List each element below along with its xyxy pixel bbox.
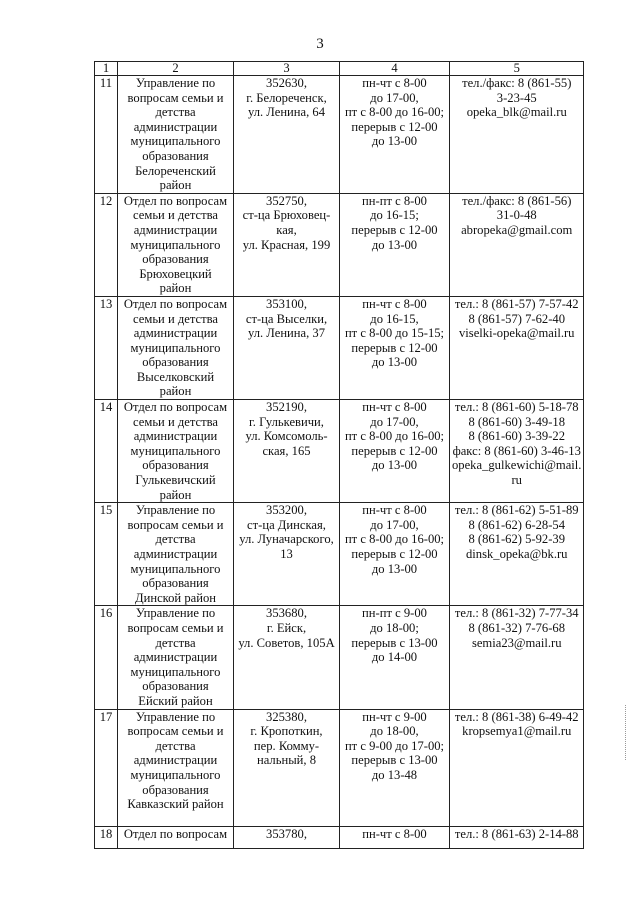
working-hours-cell: [340, 709, 450, 826]
text-line: Управление по: [135, 76, 216, 90]
text-line: до 13-00: [371, 237, 418, 252]
text-line: тел.: 8 (861-57) 7-57-42: [454, 296, 579, 311]
contacts-cell: [450, 193, 584, 296]
text-line: 31-0-48: [496, 208, 537, 223]
text-line: образования: [142, 576, 209, 591]
text-line: Отдел по вопросам: [123, 193, 228, 208]
text-line: kropsemya1@mail.ru: [462, 724, 572, 739]
text-line: перерыв с 13-00: [351, 753, 438, 768]
row-number-cell: 13: [95, 296, 118, 399]
row-number-cell: 17: [95, 709, 118, 826]
text-line: семьи и детства: [133, 208, 218, 223]
table-row: [95, 193, 584, 296]
text-line: администрации: [133, 326, 218, 341]
text-line: вопросам семьи и: [127, 517, 224, 532]
text-line: вопросам семьи и: [127, 724, 224, 739]
text-line: детства: [155, 738, 196, 753]
row-number-cell: 15: [95, 503, 118, 606]
text-line: dinsk_opeka@bk.ru: [465, 547, 568, 561]
agency-name-cell: [118, 76, 234, 194]
text-line: перерыв с 13-00: [351, 635, 438, 650]
text-line: Кавказский район: [127, 797, 224, 812]
agency-name-cell: [118, 296, 234, 399]
text-line: муниципального: [130, 767, 221, 782]
text-line: тел.: 8 (861-63) 2-14-88: [454, 826, 579, 841]
working-hours-cell: [340, 400, 450, 503]
text-line: до 17-00,: [370, 517, 419, 532]
text-line: semia23@mail.ru: [471, 635, 562, 650]
text-line: 8 (861-60) 3-39-22: [468, 429, 565, 444]
agency-name-cell: [118, 606, 234, 709]
address-cell: [234, 296, 340, 399]
text-line: 353200,: [266, 503, 307, 518]
text-line: Гулькевичский: [135, 473, 216, 488]
text-line: до 17-00,: [370, 90, 419, 105]
contacts-cell: [450, 826, 584, 848]
text-line: ст-ца Динская,: [247, 517, 326, 532]
address-cell: [234, 400, 340, 503]
text-line: 352630,: [266, 76, 307, 90]
text-line: 353680,: [266, 606, 307, 621]
text-line: пт с 9-00 до 17-00;: [344, 738, 445, 753]
agency-name-cell: [118, 709, 234, 826]
text-line: тел.: 8 (861-60) 5-18-78: [454, 400, 579, 415]
text-line: муниципального: [130, 561, 221, 576]
table-row: [95, 826, 584, 848]
table-row: [95, 400, 584, 503]
text-line: до 13-00: [371, 355, 418, 370]
text-line: до 13-00: [371, 561, 418, 576]
text-line: 8 (861-32) 7-76-68: [468, 620, 565, 635]
text-line: Динской район: [135, 590, 216, 605]
text-line: муниципального: [130, 340, 221, 355]
text-line: opeka_blk@mail.ru: [466, 105, 567, 120]
contacts-cell: [450, 296, 584, 399]
address-cell: [234, 503, 340, 606]
text-line: до 14-00: [371, 650, 418, 665]
text-line: Ейский район: [138, 693, 213, 708]
column-number: 1: [95, 62, 118, 76]
contacts-cell: [450, 76, 584, 194]
text-line: район: [159, 281, 192, 296]
text-line: 8 (861-62) 6-28-54: [468, 517, 565, 532]
text-line: детства: [155, 105, 196, 120]
working-hours-cell: [340, 76, 450, 194]
text-line: муниципального: [130, 664, 221, 679]
text-line: тел.: 8 (861-62) 5-51-89: [454, 503, 579, 518]
working-hours-cell: [340, 503, 450, 606]
contacts-cell: [450, 503, 584, 606]
text-line: г. Ейск,: [266, 620, 307, 635]
text-line: пн-чт с 8-00: [362, 296, 427, 311]
text-line: ст-ца Выселки,: [245, 311, 328, 326]
text-line: 13: [280, 547, 293, 561]
text-line: образования: [142, 148, 209, 163]
text-line: пт с 8-00 до 16-00;: [344, 532, 445, 547]
column-number: 5: [450, 62, 584, 76]
text-line: администрации: [133, 753, 218, 768]
text-line: ул. Красная, 199: [242, 237, 331, 252]
text-line: детства: [155, 532, 196, 547]
text-line: администрации: [133, 429, 218, 444]
contacts-cell: [450, 709, 584, 826]
text-line: opeka_gulkewichi@mail.: [452, 458, 582, 473]
text-line: тел./факс: 8 (861-55): [462, 76, 572, 90]
text-line: 8 (861-57) 7-62-40: [468, 311, 565, 326]
row-number-cell: 11: [95, 76, 118, 194]
agency-name-cell: [118, 503, 234, 606]
text-line: до 16-15,: [370, 311, 419, 326]
text-line: администрации: [133, 650, 218, 665]
text-line: Управление по: [135, 503, 216, 518]
text-line: пн-чт с 8-00: [362, 76, 427, 90]
text-line: 325380,: [266, 709, 307, 724]
text-line: до 18-00,: [370, 724, 419, 739]
text-line: вопросам семьи и: [127, 90, 224, 105]
column-number: 3: [234, 62, 340, 76]
text-line: до 18-00;: [370, 620, 419, 635]
contacts-cell: [450, 606, 584, 709]
column-number-row: [95, 62, 584, 76]
text-line: Выселковский: [136, 369, 215, 384]
text-line: администрации: [133, 547, 218, 561]
text-line: ул. Ленина, 64: [247, 105, 326, 120]
text-line: Отдел по вопросам: [123, 826, 228, 841]
address-cell: [234, 826, 340, 848]
address-cell: [234, 76, 340, 194]
text-line: 352190,: [266, 400, 307, 415]
text-line: муниципального: [130, 237, 221, 252]
text-line: пт с 8-00 до 16-00;: [344, 105, 445, 120]
agency-name-cell: [118, 193, 234, 296]
text-line: abropeka@gmail.com: [461, 222, 573, 237]
text-line: муниципального: [130, 443, 221, 458]
text-line: администрации: [133, 119, 218, 134]
row-number-cell: 14: [95, 400, 118, 503]
text-line: тел./факс: 8 (861-56): [462, 193, 572, 208]
text-line: ская, 165: [262, 443, 311, 458]
text-line: район: [159, 487, 192, 502]
text-line: перерыв с 12-00: [351, 547, 438, 561]
text-line: ул. Ленина, 37: [247, 326, 326, 341]
text-line: образования: [142, 252, 209, 267]
text-line: Отдел по вопросам: [123, 400, 228, 415]
agency-table: [94, 61, 584, 849]
text-line: район: [159, 384, 192, 399]
text-line: Управление по: [135, 606, 216, 621]
text-line: ул. Комсомоль-: [245, 429, 328, 444]
working-hours-cell: [340, 296, 450, 399]
text-line: до 13-00: [371, 134, 418, 149]
text-line: ул. Советов, 105А: [238, 635, 335, 650]
text-line: Белореченский: [135, 163, 216, 178]
text-line: перерыв с 12-00: [351, 119, 438, 134]
table-row: [95, 709, 584, 826]
agency-name-cell: [118, 400, 234, 503]
text-line: семьи и детства: [133, 414, 218, 429]
column-number: 4: [340, 62, 450, 76]
text-line: семьи и детства: [133, 311, 218, 326]
contacts-cell: [450, 400, 584, 503]
text-line: образования: [142, 355, 209, 370]
text-line: до 13-00: [371, 458, 418, 473]
table-row: [95, 606, 584, 709]
text-line: Управление по: [135, 709, 216, 724]
address-cell: [234, 709, 340, 826]
text-line: до 13-48: [371, 767, 418, 782]
text-line: пн-пт с 8-00: [362, 193, 427, 208]
text-line: тел.: 8 (861-38) 6-49-42: [454, 709, 579, 724]
text-line: факс: 8 (861-60) 3-46-13: [452, 443, 581, 458]
text-line: перерыв с 12-00: [351, 340, 438, 355]
text-line: перерыв с 12-00: [351, 222, 438, 237]
table-row: [95, 503, 584, 606]
agency-name-cell: [118, 826, 234, 848]
text-line: Брюховецкий: [139, 266, 212, 281]
text-line: пн-чт с 8-00: [362, 400, 427, 415]
text-line: г. Гулькевичи,: [249, 414, 324, 429]
text-line: ул. Луначарского,: [239, 532, 334, 547]
working-hours-cell: [340, 606, 450, 709]
text-line: пт с 8-00 до 16-00;: [344, 429, 445, 444]
row-number-cell: 18: [95, 826, 118, 848]
text-line: пн-пт с 9-00: [362, 606, 427, 621]
text-line: образования: [142, 458, 209, 473]
text-line: район: [159, 178, 192, 193]
text-line: ru: [511, 473, 522, 488]
text-line: кая,: [276, 222, 297, 237]
text-line: пер. Комму-: [253, 738, 320, 753]
text-line: вопросам семьи и: [127, 620, 224, 635]
address-cell: [234, 193, 340, 296]
row-number-cell: 12: [95, 193, 118, 296]
working-hours-cell: [340, 193, 450, 296]
text-line: детства: [155, 635, 196, 650]
text-line: пт с 8-00 до 15-15;: [344, 326, 445, 341]
text-line: 8 (861-62) 5-92-39: [468, 532, 565, 547]
page-number: 3: [316, 36, 324, 52]
text-line: администрации: [133, 222, 218, 237]
address-cell: [234, 606, 340, 709]
text-line: г. Белореченск,: [246, 90, 327, 105]
text-line: пн-чт с 9-00: [362, 709, 427, 724]
scan-edge-mark: [625, 705, 632, 760]
row-number-cell: 16: [95, 606, 118, 709]
column-number: 2: [118, 62, 234, 76]
text-line: ст-ца Брюховец-: [242, 208, 331, 223]
text-line: перерыв с 12-00: [351, 443, 438, 458]
text-line: образования: [142, 679, 209, 694]
text-line: пн-чт с 8-00: [362, 503, 427, 518]
text-line: образования: [142, 782, 209, 797]
text-line: viselki-opeka@mail.ru: [459, 326, 575, 341]
text-line: Отдел по вопросам: [123, 296, 228, 311]
text-line: пн-чт с 8-00: [362, 826, 427, 841]
text-line: тел.: 8 (861-32) 7-77-34: [454, 606, 579, 621]
text-line: 352750,: [266, 193, 307, 208]
table-row: [95, 76, 584, 194]
text-line: г. Кропоткин,: [250, 724, 323, 739]
table-row: [95, 296, 584, 399]
working-hours-cell: [340, 826, 450, 848]
text-line: 3-23-45: [496, 90, 537, 105]
text-line: нальный, 8: [256, 753, 316, 768]
text-line: до 17-00,: [370, 414, 419, 429]
text-line: 353100,: [266, 296, 307, 311]
text-line: 8 (861-60) 3-49-18: [468, 414, 565, 429]
text-line: муниципального: [130, 134, 221, 149]
text-line: 353780,: [266, 826, 307, 841]
text-line: до 16-15;: [370, 208, 419, 223]
